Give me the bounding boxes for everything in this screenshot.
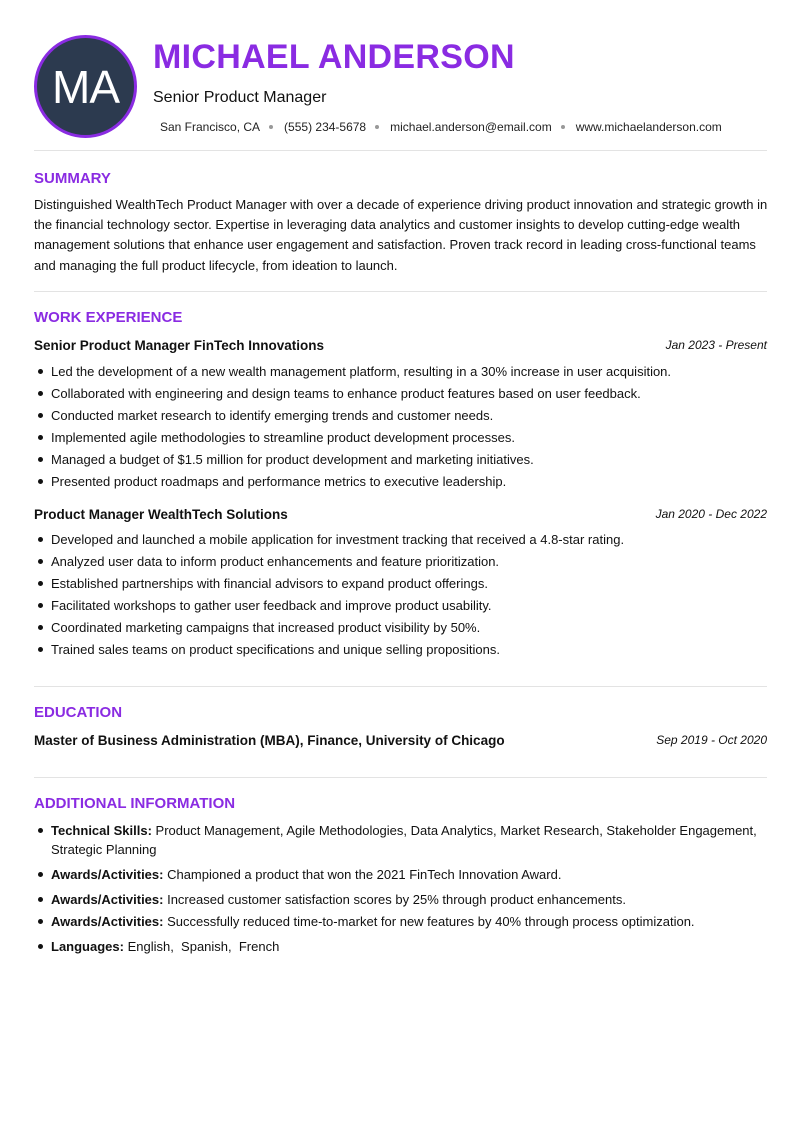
location: San Francisco, CA [160,120,261,134]
separator-dot [269,125,273,129]
education-heading: EDUCATION [34,704,123,721]
job-role: Product Manager WealthTech Solutions [34,507,288,522]
item-label: Awards/Activities: [51,867,164,882]
list-item: Trained sales teams on product specifications and unique selling propositions. [34,640,769,659]
divider [34,291,767,292]
list-item: Analyzed user data to inform product enhancements and feature prioritization. [34,552,769,571]
experience-heading: WORK EXPERIENCE [34,309,183,326]
job-bullets [34,362,769,494]
list-item [34,937,769,956]
email-link[interactable]: michael.anderson@email.com [390,120,552,134]
list-item: Established partnerships with financial advisors to expand product offerings. [34,574,769,593]
item-label: Awards/Activities: [51,914,164,929]
job-bullets [34,530,769,662]
avatar: MA [34,35,137,138]
list-item: Coordinated marketing campaigns that increased product visibility by 50%. [34,618,769,637]
candidate-name: MICHAEL ANDERSON [153,38,515,76]
list-item: Managed a budget of $1.5 million for product development and marketing initiatives. [34,450,769,469]
divider [34,686,767,687]
job-header [34,507,767,522]
divider [34,150,767,151]
additional-list [34,821,769,962]
list-item: Conducted market research to identify emerging trends and customer needs. [34,406,769,425]
item-text: Successfully reduced time-to-market for new features by 40% through process optimization. [163,914,695,929]
item-text: Product Management, Agile Methodologies, Data Analytics, Market Research, Stakeholder Engagement, Strategic Planning [51,823,757,857]
list-item [34,821,769,859]
item-text: Championed a product that won the 2021 FinTech Innovation Award. [163,867,562,882]
phone: (555) 234-5678 [284,120,367,134]
job-date: Jan 2020 - Dec 2022 [655,507,767,521]
job-role: Senior Product Manager FinTech Innovations [34,338,325,353]
list-item [34,865,769,884]
separator-dot [375,125,379,129]
list-item: Facilitated workshops to gather user feedback and improve product usability. [34,596,769,615]
list-item: Collaborated with engineering and design teams to enhance product features based on user feedback. [34,384,769,403]
summary-heading: SUMMARY [34,170,111,187]
contact-info [160,120,722,134]
degree: Master of Business Administration (MBA), Finance, University of Chicago [34,733,505,748]
list-item: Led the development of a new wealth management platform, resulting in a 30% increase in user acquisition. [34,362,769,381]
job-date: Jan 2023 - Present [665,338,767,352]
summary-text: Distinguished WealthTech Product Manager with over a decade of experience driving product innovation and strategic growth in the financial technology sector. Expertise in leveraging data analytics and customer insights to develop cutting-edge wealth management solutions that enhance user engagement and satisfaction. Proven track record in leading cross-functional teams and managing the full product lifecycle, from ideation to launch. [34,197,768,273]
job-header [34,338,767,353]
list-item: Implemented agile methodologies to streamline product development processes. [34,428,769,447]
separator-dot [561,125,565,129]
list-item [34,912,769,931]
divider [34,777,767,778]
item-text: English, Spanish, French [123,939,280,954]
list-item: Presented product roadmaps and performance metrics to executive leadership. [34,472,769,491]
education-date: Sep 2019 - Oct 2020 [656,733,767,747]
candidate-title: Senior Product Manager [153,89,327,106]
additional-heading: ADDITIONAL INFORMATION [34,795,236,812]
list-item: Developed and launched a mobile application for investment tracking that received a 4.8-star rating. [34,530,769,549]
item-label: Technical Skills: [51,823,152,838]
item-label: Awards/Activities: [51,892,164,907]
website-link[interactable]: www.michaelanderson.com [575,120,722,134]
item-text: Increased customer satisfaction scores by 25% through product enhancements. [163,892,626,907]
item-label: Languages: [51,939,124,954]
education-entry [34,733,767,748]
list-item [34,890,769,909]
